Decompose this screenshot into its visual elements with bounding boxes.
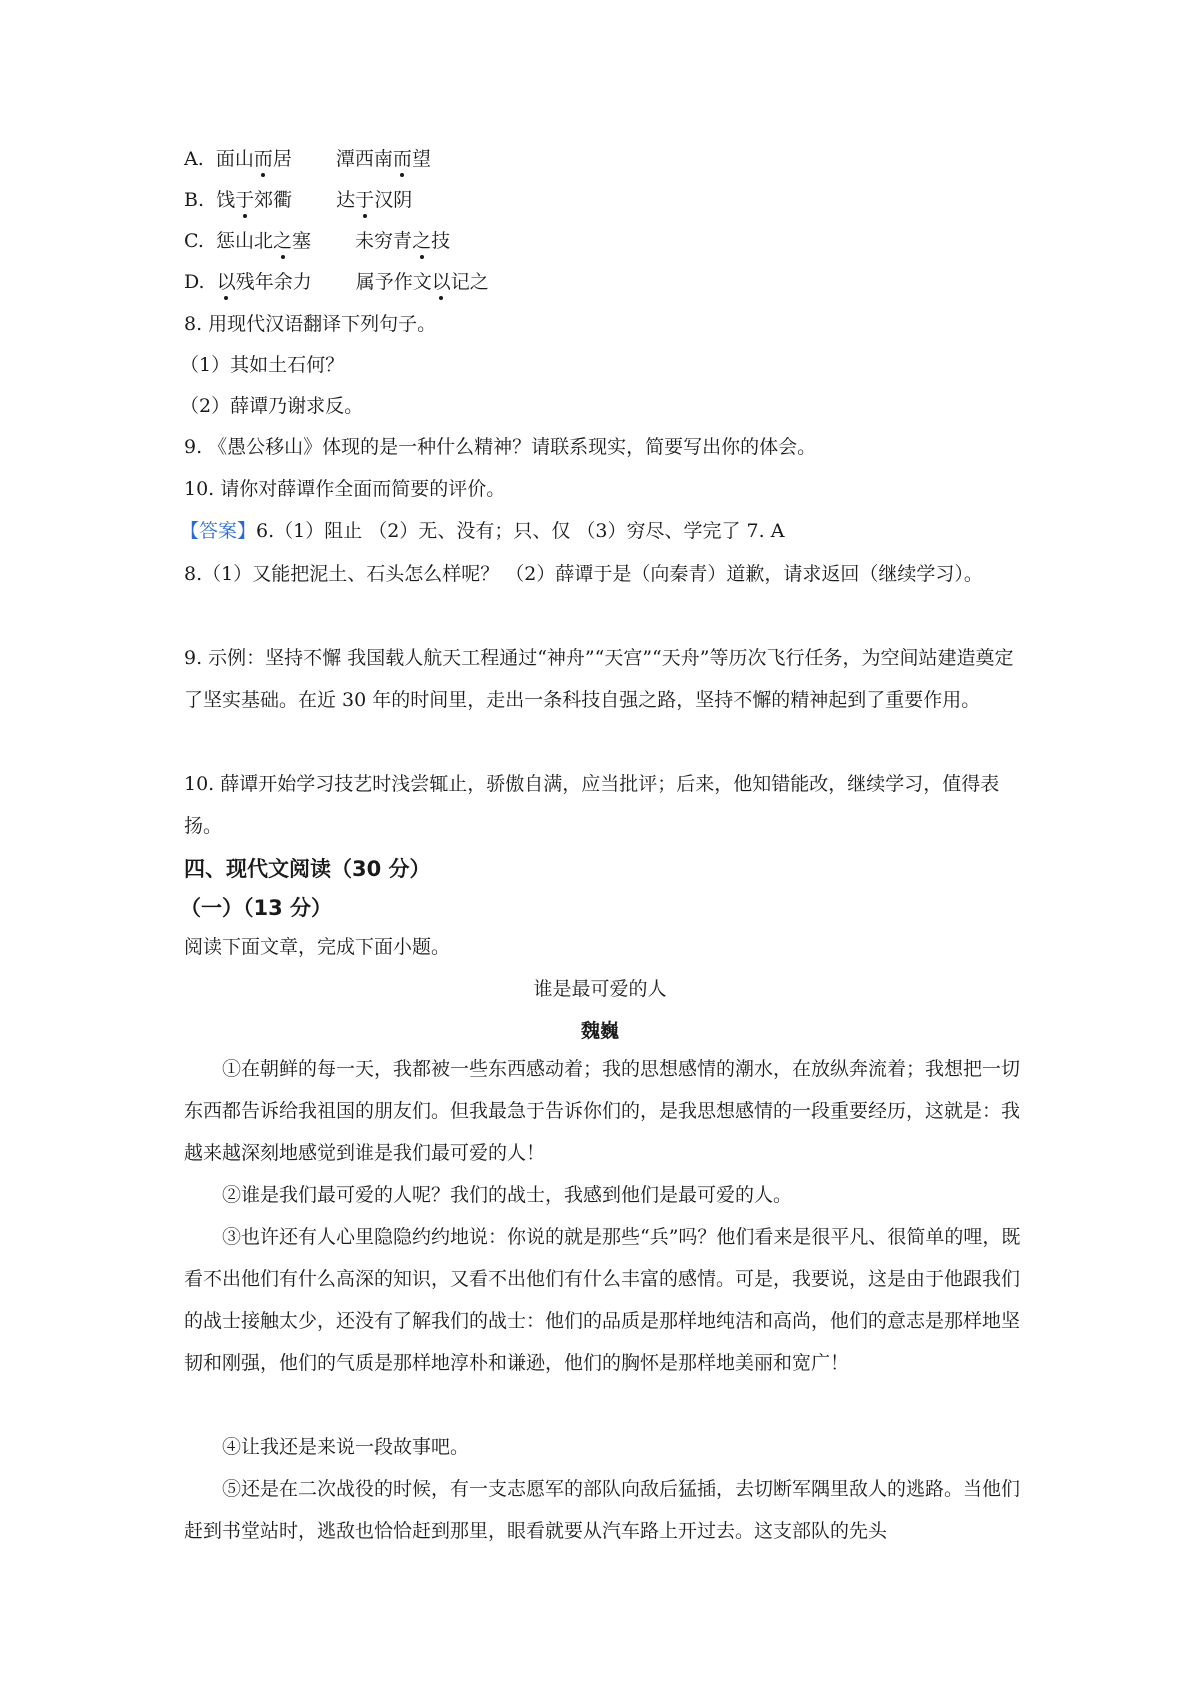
- article-paragraph-3: ③也许还有人心里隐隐约约地说：你说的就是那些“兵”吗？他们看来是很平凡、很简单的哩，既看不出他们有什么高深的知识，又看不出他们有什么丰富的感情。可是，我要说，这是由于他跟我们的战士接触太少，还没有了解我们的战士：他们的品质是那样地纯洁和高尚，他们的意志是那样地坚韧和刚强，他们的气质是那样地淳朴和谦逊，他们的胸怀是那样地美丽和宽广！: [184, 1226, 1021, 1374]
- question-8-1: （1）其如土石何？: [180, 354, 345, 376]
- article-paragraph-1: ①在朝鲜的每一天，我都被一些东西感动着；我的思想感情的潮水，在放纵奔流着；我想把一切东西都告诉给我祖国的朋友们。但我最急于告诉你们的，是我思想感情的一段重要经历，这就是：我越来越深刻地感觉到谁是我们最可爱的人！: [184, 1058, 1021, 1164]
- answer-6-7: 【答案】6.（1）阻止 （2）无、没有；只、仅 （3）穷尽、学完了 7. A: [180, 520, 785, 542]
- question-8-2: （2）薛谭乃谢求反。: [180, 395, 364, 417]
- section-title: 四、现代文阅读（30 分）: [184, 857, 431, 881]
- emphasis-dot: 而: [253, 148, 273, 170]
- option-d: D. 以残年余力 属予作文以记之: [184, 271, 489, 293]
- answer-10: 10. 薛谭开始学习技艺时浅尝辄止，骄傲自满，应当批评；后来，他知错能改，继续学习，值得表扬。: [184, 773, 1000, 837]
- emphasis-dot: 于: [235, 189, 255, 211]
- option-a: A. 面山而居 潭西南而望: [184, 148, 431, 170]
- option-b: B. 饯于郊衢 达于汉阴: [184, 189, 413, 211]
- emphasis-dot: 之: [273, 230, 293, 252]
- section-subtitle: （一）（13 分）: [180, 896, 333, 920]
- article-paragraph-2: ②谁是我们最可爱的人呢？我们的战士，我感到他们是最可爱的人。: [222, 1184, 793, 1206]
- article-paragraph-5: ⑤还是在二次战役的时候，有一支志愿军的部队向敌后猛插，去切断军隅里敌人的逃路。当他们赶到书堂站时，逃敌也恰恰赶到那里，眼看就要从汽车路上开过去。这支部队的先头: [184, 1478, 1021, 1542]
- section-instruction: 阅读下面文章，完成下面小题。: [184, 936, 451, 958]
- answer-8: 8.（1）又能把泥土、石头怎么样呢？ （2）薛谭于是（向秦青）道歉，请求返回（继续学习）。: [184, 563, 983, 585]
- article-author: 魏巍: [580, 1020, 619, 1042]
- article-title: 谁是最可爱的人: [533, 978, 667, 1000]
- emphasis-dot: 于: [355, 189, 375, 211]
- emphasis-dot: 之: [412, 230, 432, 252]
- emphasis-dot: 以: [216, 271, 236, 293]
- emphasis-dot: 以: [431, 271, 451, 293]
- question-9: 9. 《愚公移山》体现的是一种什么精神？请联系现实，简要写出你的体会。: [184, 436, 817, 458]
- article-paragraph-4: ④让我还是来说一段故事吧。: [222, 1436, 470, 1458]
- answer-tag: 【答案】: [180, 520, 257, 542]
- question-10: 10. 请你对薛谭作全面而简要的评价。: [184, 478, 506, 500]
- emphasis-dot: 而: [392, 148, 412, 170]
- answer-9: 9. 示例：坚持不懈 我国载人航天工程通过“神舟”“天宫”“天舟”等历次飞行任务，为空间站建造奠定了坚实基础。在近 30 年的时间里，走出一条科技自强之路，坚持不懈的精神起到了重要作用。: [184, 647, 1014, 711]
- question-8: 8. 用现代汉语翻译下列句子。: [184, 313, 437, 335]
- option-c: C. 惩山北之塞 未穷青之技: [184, 230, 451, 252]
